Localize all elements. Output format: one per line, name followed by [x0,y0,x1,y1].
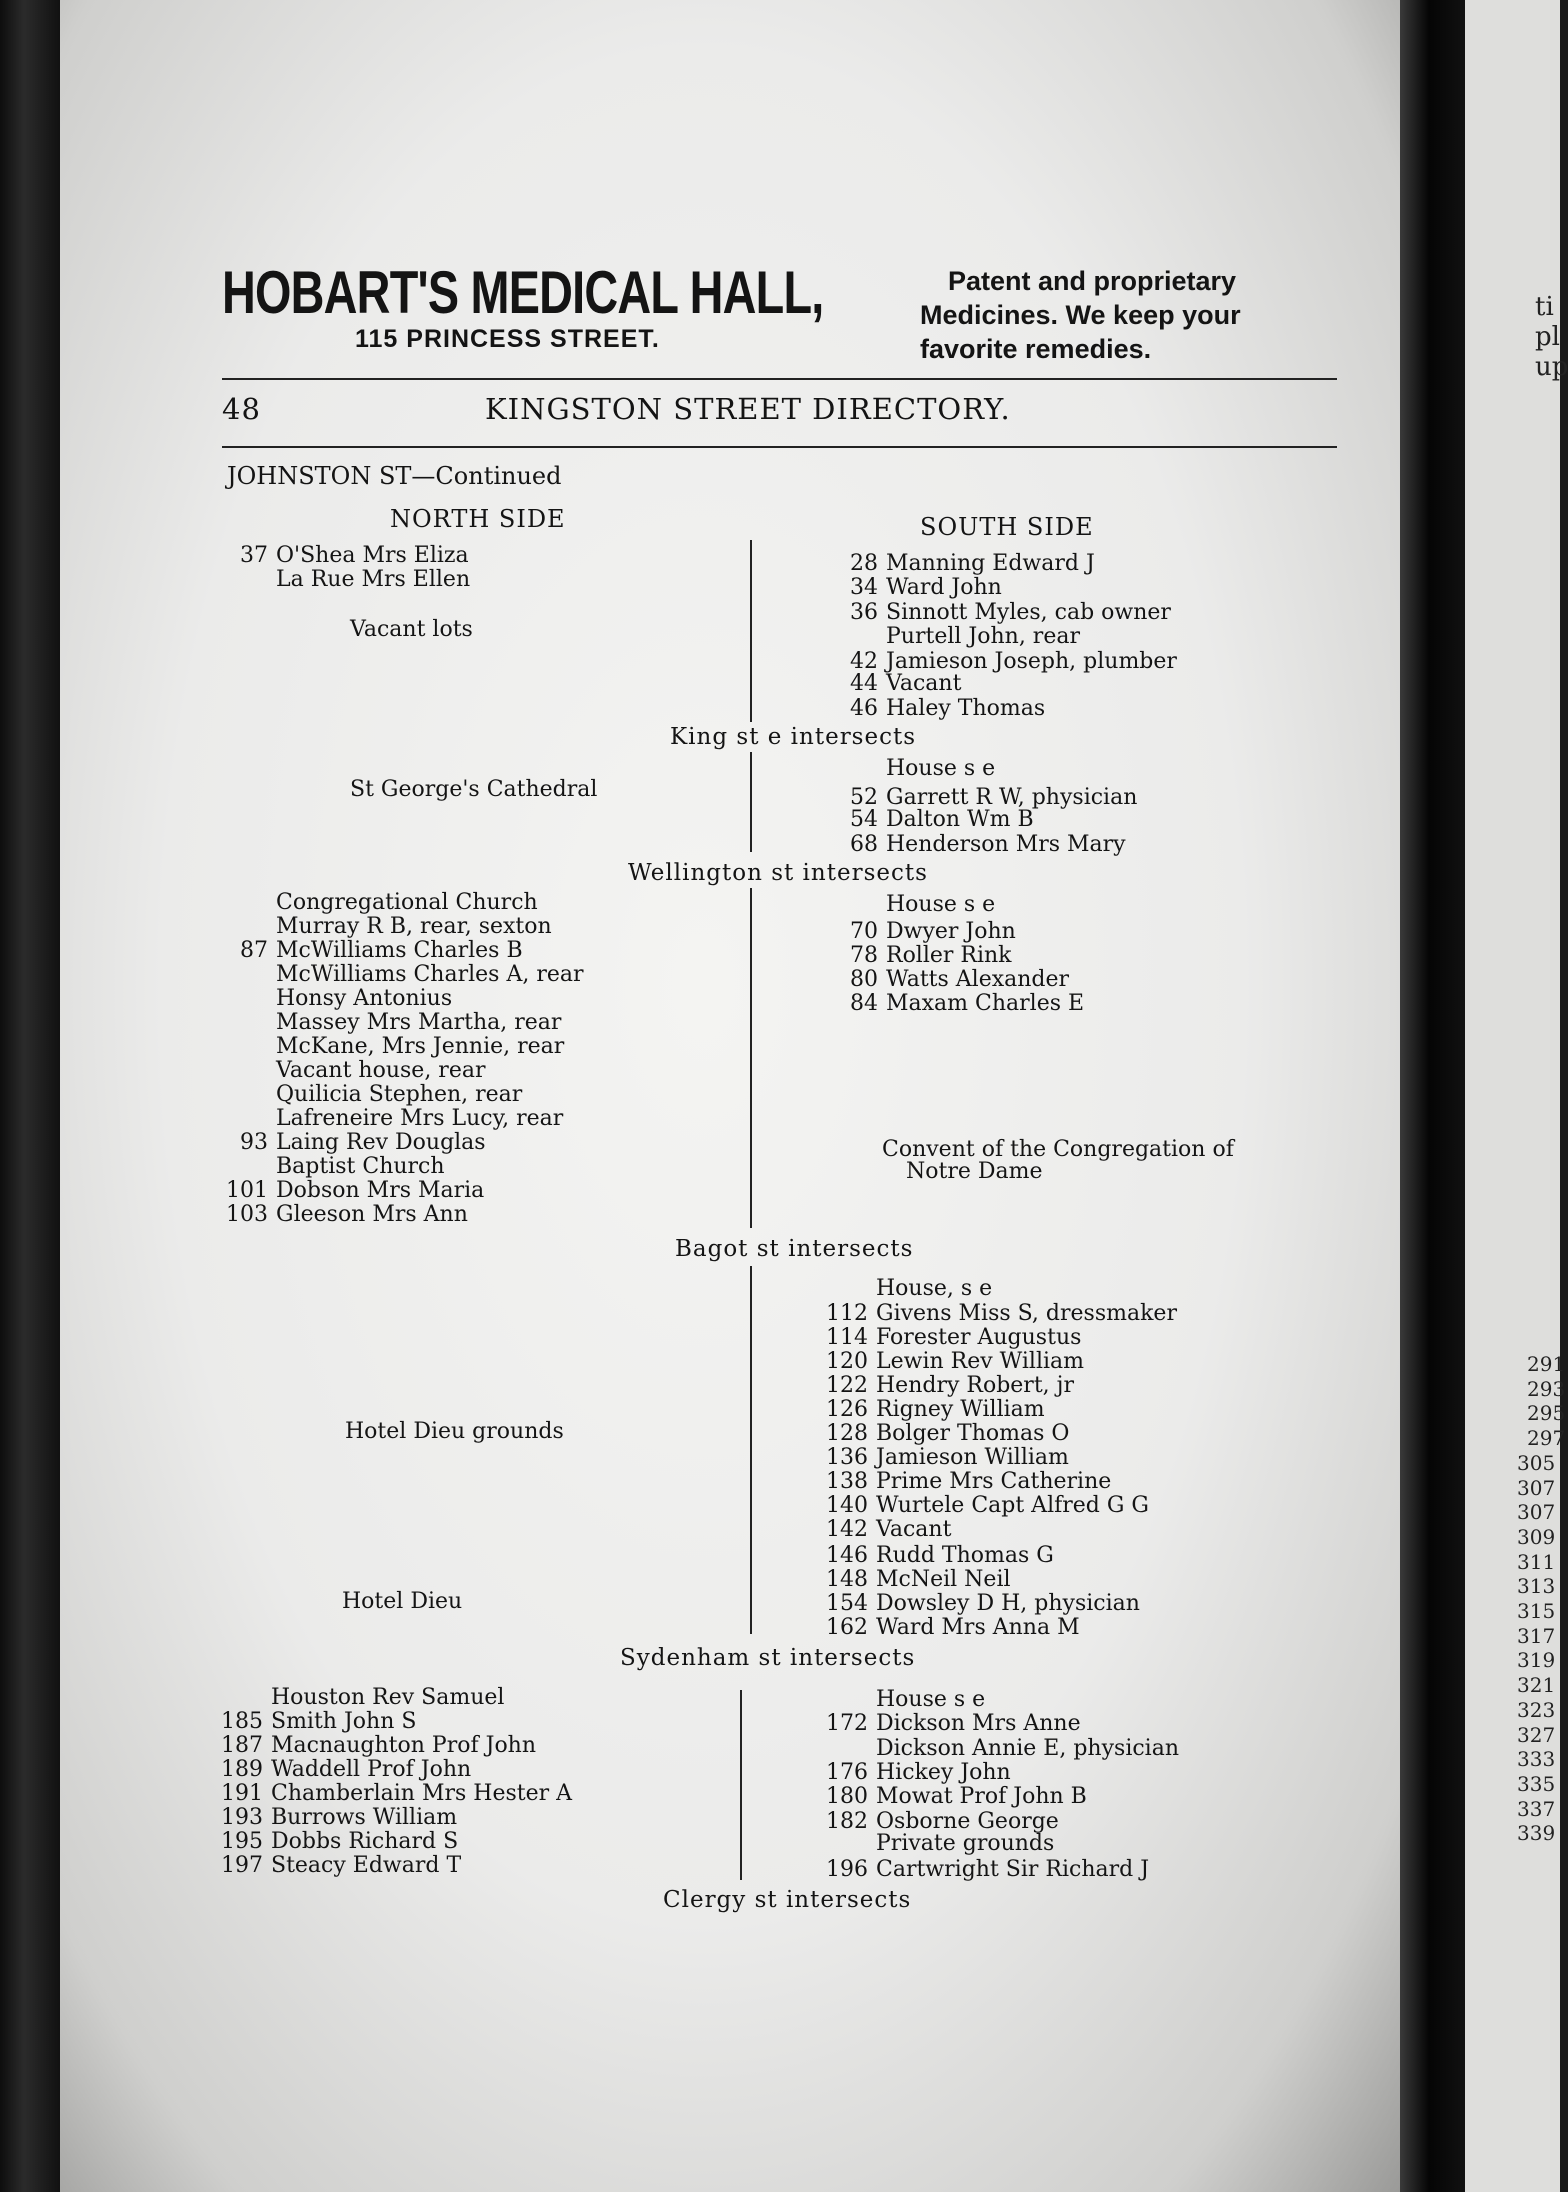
next-page-number: 307 [1517,1500,1556,1524]
next-page-number: 315 [1517,1599,1556,1623]
next-page-number: 323 [1517,1698,1556,1722]
next-page-number: 317 [1517,1624,1556,1648]
list-item: 136 Jamieson William [826,1445,1069,1470]
list-item: House, s e [876,1276,993,1301]
list-item: 46 Haley Thomas [850,696,1046,721]
page-gutter [1400,0,1465,2192]
header-rule-bottom [222,446,1337,448]
next-page-fragment: up [1535,352,1568,382]
list-item: 140 Wurtele Capt Alfred G G [826,1493,1150,1518]
list-item: 196 Cartwright Sir Richard J [826,1857,1150,1882]
next-page-number: 327 [1517,1723,1556,1747]
list-item: 78 Roller Rink [850,943,1012,968]
next-page-number: 311 [1517,1550,1556,1574]
list-item: 87 McWilliams Charles B [240,938,523,963]
page-number: 48 [222,392,261,426]
list-item: McKane, Mrs Jennie, rear [276,1034,565,1059]
column-divider [750,752,752,852]
next-page-number: 339 [1517,1821,1556,1845]
column-divider [750,888,752,1228]
list-item: 101 Dobson Mrs Maria [226,1178,485,1203]
list-item: Congregational Church [276,890,538,915]
list-item: 195 Dobbs Richard S [221,1829,459,1854]
list-item: 68 Henderson Mrs Mary [850,832,1126,857]
next-page-number: 337 [1517,1797,1556,1821]
list-item: 176 Hickey John [826,1760,1011,1785]
list-item: 122 Hendry Robert, jr [826,1373,1074,1398]
list-item: McWilliams Charles A, rear [276,962,584,987]
list-item: Vacant house, rear [276,1058,486,1083]
list-item: 197 Steacy Edward T [221,1853,462,1878]
list-item: 182 Osborne George [826,1809,1059,1834]
list-item: 191 Chamberlain Mrs Hester A [221,1781,573,1806]
list-item: 112 Givens Miss S, dressmaker [826,1301,1177,1326]
book-binding [0,0,60,2192]
list-item: 142 Vacant [826,1517,952,1542]
next-page-number: 297 [1527,1426,1566,1450]
list-item: 42 Jamieson Joseph, plumber [850,649,1177,674]
list-item: Murray R B, rear, sexton [276,914,552,939]
list-item: La Rue Mrs Ellen [276,567,471,592]
next-page-number: 291 [1527,1352,1566,1376]
list-item: 187 Macnaughton Prof John [221,1733,537,1758]
next-page-number: 307 [1517,1476,1556,1500]
next-page-number: 309 [1517,1525,1556,1549]
list-item: 28 Manning Edward J [850,551,1095,576]
north-note: Vacant lots [350,617,473,642]
directory-page [60,0,1400,2192]
list-item: 126 Rigney William [826,1397,1045,1422]
next-page-number: 305 [1517,1451,1556,1475]
list-item: Honsy Antonius [276,986,453,1011]
list-item: 70 Dwyer John [850,919,1016,944]
list-item: 154 Dowsley D H, physician [826,1591,1140,1616]
list-item: 52 Garrett R W, physician [850,785,1138,810]
list-item: House s e [886,756,996,781]
list-item: 172 Dickson Mrs Anne [826,1711,1081,1736]
list-item: 193 Burrows William [221,1805,458,1830]
list-item: 103 Gleeson Mrs Ann [226,1202,468,1227]
north-side-label: NORTH SIDE [390,505,566,533]
list-item: 84 Maxam Charles E [850,991,1085,1016]
list-item: 114 Forester Augustus [826,1325,1082,1350]
list-item: Quilicia Stephen, rear [276,1082,523,1107]
intersection-label: Clergy st intersects [663,1887,912,1913]
list-item: 138 Prime Mrs Catherine [826,1469,1112,1494]
list-item: 44 Vacant [850,671,962,696]
north-note: Hotel Dieu grounds [345,1419,564,1444]
ad-tagline-3: favorite remedies. [920,334,1152,364]
south-note: Notre Dame [906,1159,1043,1184]
intersection-label: King st e intersects [670,724,917,750]
list-item: 180 Mowat Prof John B [826,1784,1087,1809]
list-item: Lafreneire Mrs Lucy, rear [276,1106,564,1131]
south-note: Convent of the Congregation of [882,1137,1234,1162]
column-divider [750,540,752,722]
list-item: Massey Mrs Martha, rear [276,1010,562,1035]
list-item: Dickson Annie E, physician [876,1736,1179,1761]
header-rule-top [222,378,1337,380]
next-page-number: 321 [1517,1673,1556,1697]
list-item: 36 Sinnott Myles, cab owner [850,600,1171,625]
ad-tagline-1: Patent and proprietary [948,266,1237,296]
list-item: 146 Rudd Thomas G [826,1543,1054,1568]
list-item: House s e [886,892,996,917]
adjacent-page-edge [1465,0,1568,2192]
next-page-number: 295 [1527,1401,1566,1425]
next-page-number: 293 [1527,1377,1566,1401]
list-item: 120 Lewin Rev William [826,1349,1085,1374]
ad-business-name: HOBART'S MEDICAL HALL, [222,259,824,326]
list-item: 37 O'Shea Mrs Eliza [240,543,469,568]
list-item: Houston Rev Samuel [271,1685,505,1710]
list-item: 185 Smith John S [221,1709,417,1734]
ad-address: 115 PRINCESS STREET. [355,325,660,353]
list-item: 80 Watts Alexander [850,967,1070,992]
list-item: 162 Ward Mrs Anna M [826,1615,1080,1640]
next-page-number: 333 [1517,1747,1556,1771]
intersection-label: Bagot st intersects [675,1236,914,1262]
list-item: Purtell John, rear [886,624,1080,649]
street-heading: JOHNSTON ST—Continued [227,462,562,490]
page-title: KINGSTON STREET DIRECTORY. [485,392,1011,426]
column-divider [740,1690,742,1880]
list-item: House s e [876,1687,986,1712]
list-item: 128 Bolger Thomas O [826,1421,1070,1446]
next-page-number: 319 [1517,1648,1556,1672]
north-note: St George's Cathedral [350,777,598,802]
column-divider [750,1266,752,1634]
list-item: 54 Dalton Wm B [850,807,1034,832]
list-item: 148 McNeil Neil [826,1567,1011,1592]
next-page-fragment: ti [1535,292,1554,322]
next-page-fragment: pl [1535,322,1560,352]
list-item: 189 Waddell Prof John [221,1757,472,1782]
intersection-label: Wellington st intersects [628,860,928,886]
intersection-label: Sydenham st intersects [620,1645,916,1671]
next-page-number: 313 [1517,1574,1556,1598]
south-side-label: SOUTH SIDE [920,513,1094,541]
list-item: 34 Ward John [850,575,1002,600]
list-item: Baptist Church [276,1154,445,1179]
list-item: 93 Laing Rev Douglas [240,1130,486,1155]
list-item: Private grounds [876,1831,1055,1856]
north-note: Hotel Dieu [342,1589,463,1614]
next-page-number: 335 [1517,1772,1556,1796]
ad-tagline-2: Medicines. We keep your [920,300,1241,330]
